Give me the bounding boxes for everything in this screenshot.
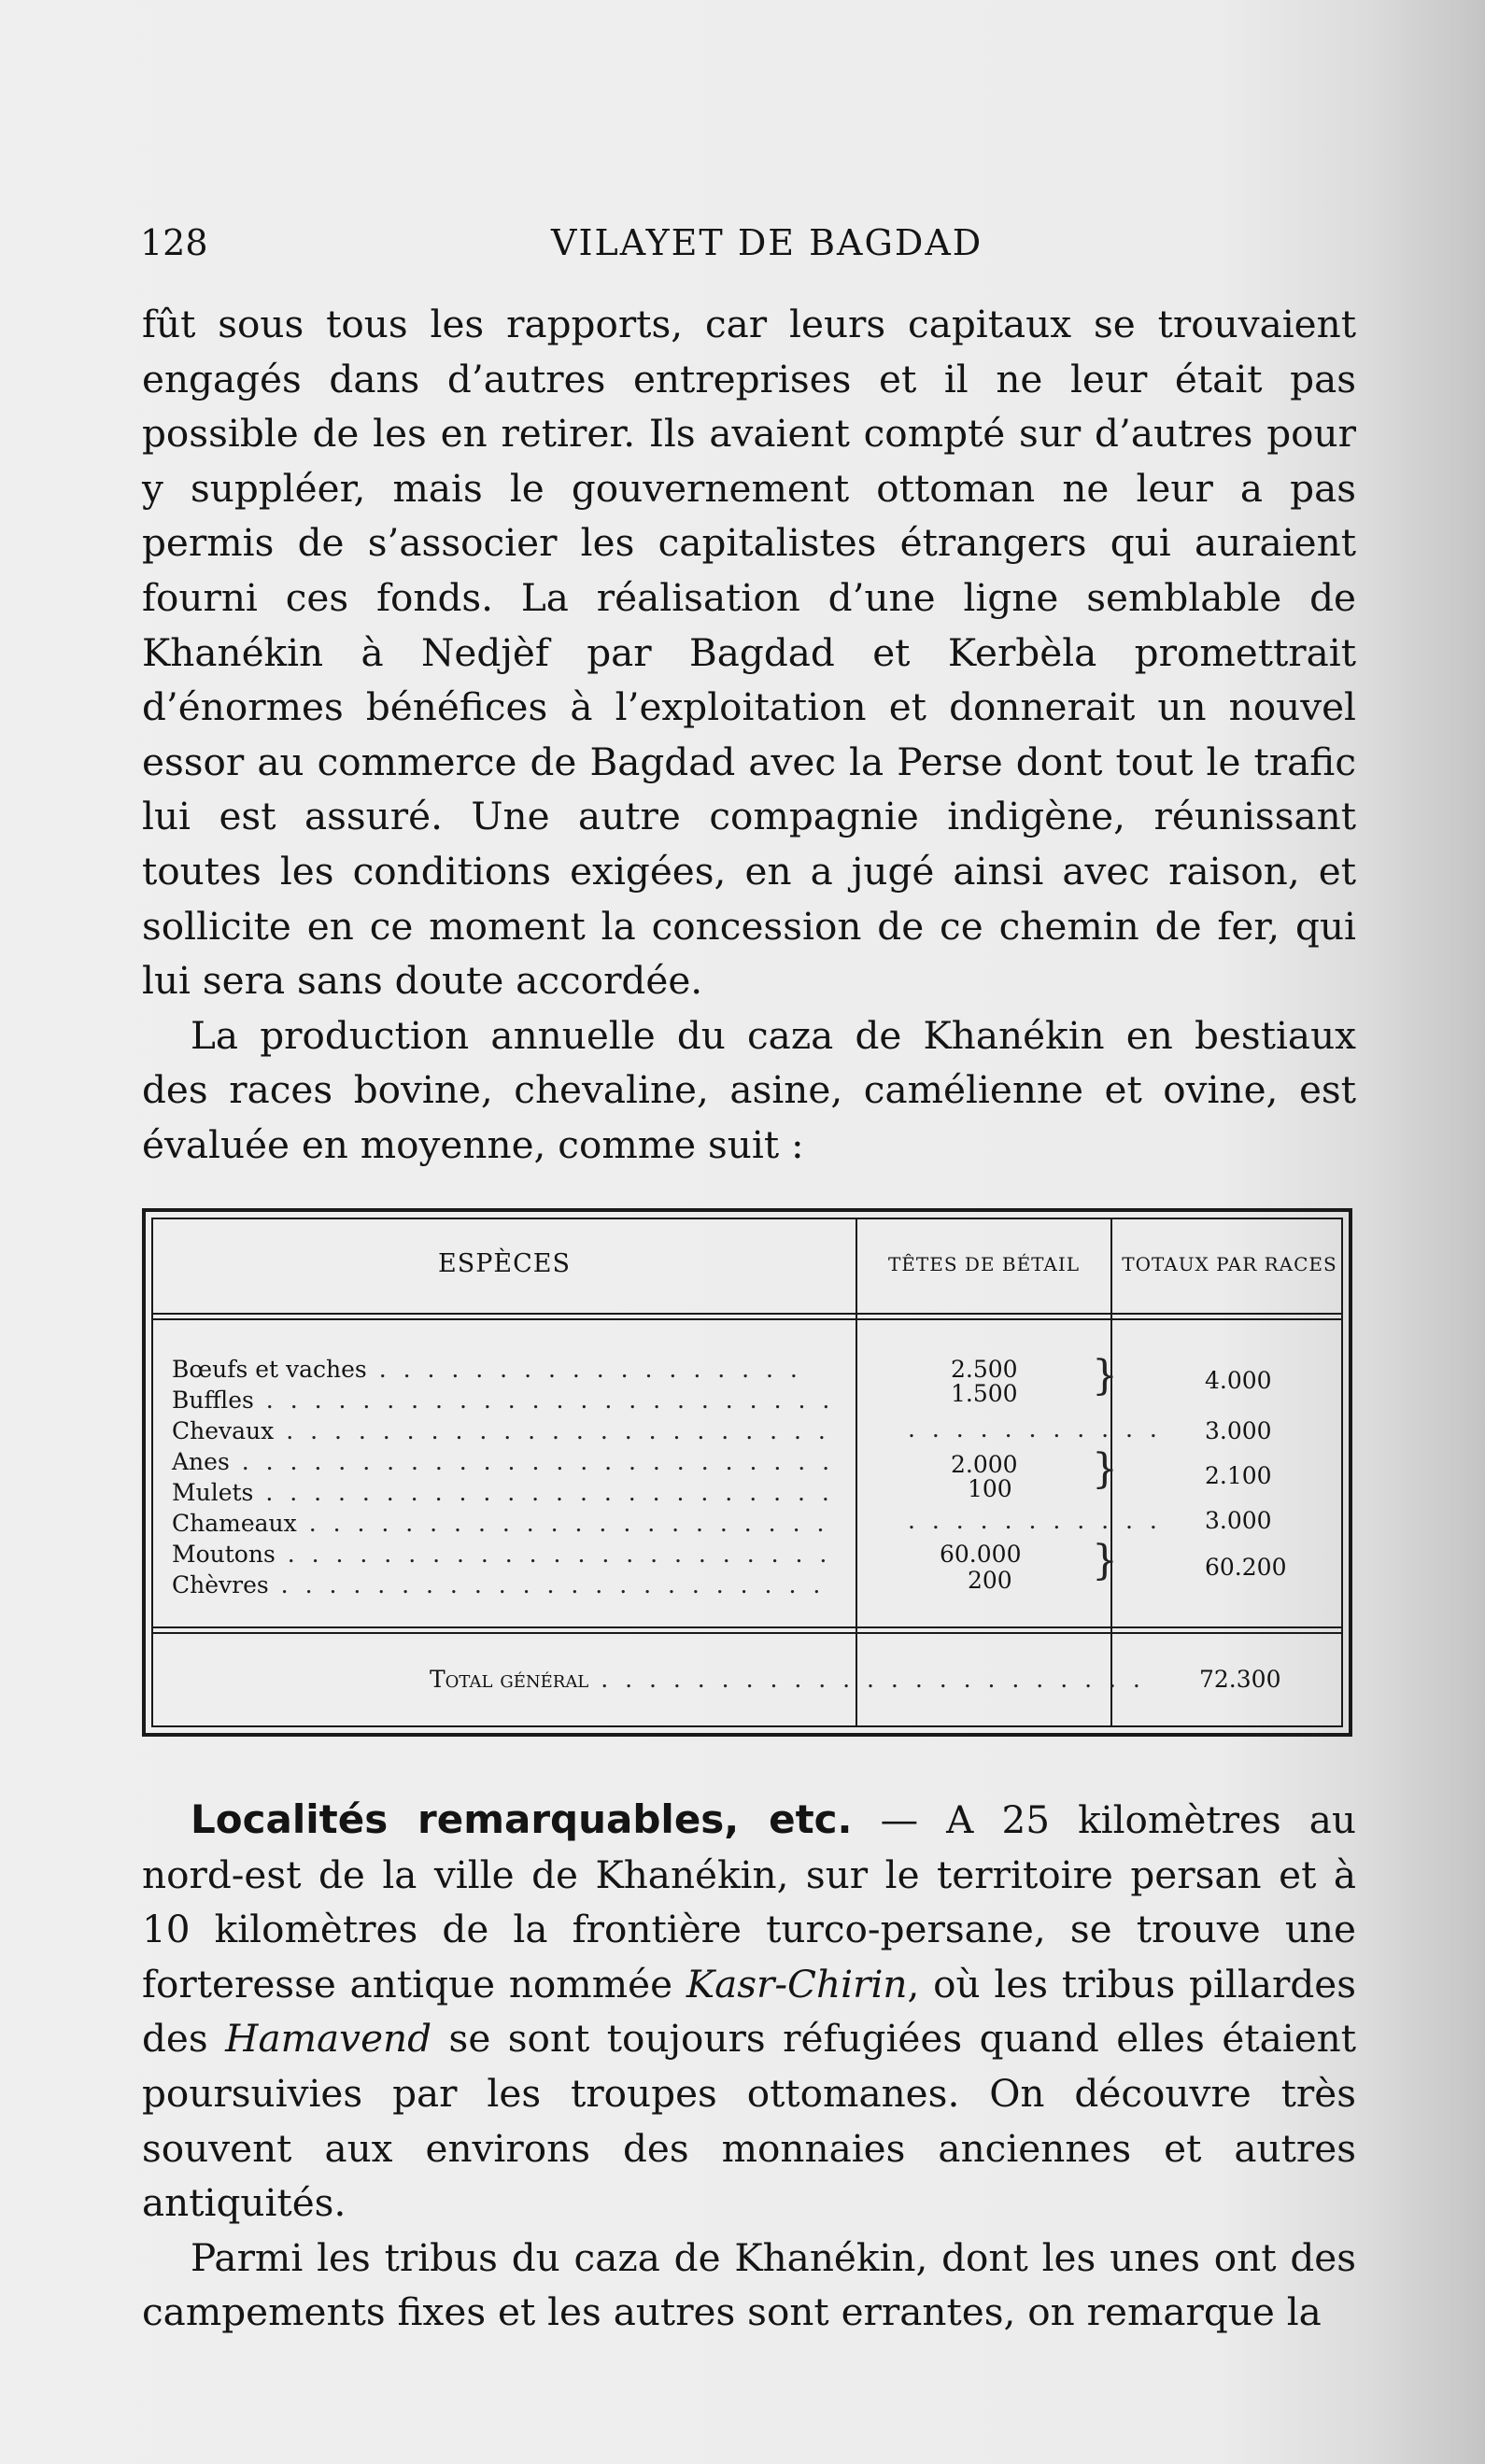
header-species: ESPÈCES (438, 1249, 571, 1278)
paragraph (142, 1793, 1356, 2231)
page-header (140, 222, 1354, 278)
body-text-top (142, 297, 1356, 1173)
race-total: 3.000 (1205, 1417, 1272, 1444)
leader-dots: . . . . . . . . . . . . . . . . . . . . . . . (274, 1417, 830, 1444)
leader-dots: . . . . . . . . . . . . . . . . . . . . . . . (268, 1571, 826, 1598)
leader-dots: . . . . . . . . . . . . . . . . . . . . . . . . . (229, 1448, 835, 1475)
total-rule (153, 1626, 1341, 1628)
header-totals: TOTAUX PAR RACES (1122, 1253, 1337, 1275)
race-total: 2.100 (1205, 1462, 1272, 1489)
place-name: Kasr-Chirin (686, 1961, 908, 2006)
leader-dots: . . . . . . . . . . . (908, 1507, 1162, 1534)
race-total: 3.000 (1205, 1507, 1272, 1534)
species-name: Chèvres (172, 1571, 269, 1598)
total-label: Total général (430, 1666, 589, 1693)
brace-icon: } (1092, 1537, 1118, 1584)
text-run: se sont toujours réfugiées quand elles étaient poursuivies par les troupes ottomanes. On découvre très souvent aux environs des monnaies anciennes et autres antiquités. (142, 2016, 1357, 2226)
tribe-name: Hamavend (225, 2016, 432, 2062)
paragraph: fût sous tous les rapports, car leurs capitaux se trouvaient engagés dans d’autres entreprises et il ne leur était pas possible de les en retirer. Ils avaient compté sur d’autres pour y suppléer, mais le gouvernement ottoman ne leur a pas permis de s’associer les capitalistes étrangers qui auraient fourni ces fonds. La réalisation d’une ligne semblable de Khanékin à Nedjèf par Bagdad et Kerbèla promettrait d’énormes bénéfices à l’exploitation et donnerait un nouvel essor au commerce de Bagdad avec la Perse dont tout le trafic lui est assuré. Une autre compagnie indigène, réunissant toutes les conditions exigées, en a jugé ainsi avec raison, et sollicite en ce moment la concession de ce chemin de fer, qui lui sera sans doute accordée. (142, 302, 1356, 1004)
paragraph: Parmi les tribus du caza de Khanékin, dont les unes ont des campements fixes et les autres sont errantes, on remarque la (142, 2234, 1356, 2335)
header-heads: TÊTES DE BÉTAIL (887, 1253, 1081, 1275)
table-row (172, 1385, 834, 1415)
table-row (172, 1446, 834, 1477)
header-rule (153, 1318, 1341, 1320)
paragraph: La production annuelle du caza de Khanékin en bestiaux des races bovine, chevaline, asine, camélienne et ovine, est évaluée en moyenne, comme suit : (142, 1012, 1356, 1167)
race-total: 60.200 (1205, 1554, 1287, 1581)
em-dash: — (880, 1797, 919, 1842)
section-heading: Localités remarquables, etc. (191, 1796, 853, 1842)
table-frame (151, 1218, 1343, 1727)
species-name: Chameaux (172, 1510, 297, 1537)
grand-total-value: 72.300 (1199, 1666, 1281, 1693)
page-number: 128 (140, 222, 208, 263)
species-name: Buffles (172, 1387, 254, 1414)
leader-dots: . . . . . . . . . . . . . . . . . . . . . . . (275, 1541, 832, 1568)
heads-value: 60.000 (940, 1541, 1022, 1568)
heads-value: 2.500 (951, 1356, 1018, 1383)
table-row (172, 1539, 831, 1570)
brace-icon: } (1092, 1352, 1118, 1400)
table-row (172, 1477, 834, 1508)
total-rule (153, 1632, 1341, 1634)
heads-value: 2.000 (951, 1451, 1018, 1478)
livestock-table (142, 1208, 1352, 1737)
table-row (172, 1570, 825, 1600)
running-title: VILAYET DE BAGDAD (551, 222, 983, 263)
leader-dots: . . . . . . . . . . . (908, 1415, 1162, 1443)
table-row (172, 1354, 802, 1385)
species-name: Moutons (172, 1541, 276, 1568)
leader-dots: . . . . . . . . . . . . . . . . . . . . . . . . (253, 1479, 834, 1506)
heads-value: 200 (968, 1567, 1012, 1594)
species-name: Mulets (172, 1479, 254, 1506)
leader-dots: . . . . . . . . . . . . . . . . . . (366, 1356, 802, 1383)
heads-value: 1.500 (951, 1380, 1018, 1407)
leader-dots: . . . . . . . . . . . . . . . . . . . . . . . . (253, 1387, 835, 1414)
column-divider (856, 1219, 857, 1725)
species-name: Bœufs et vaches (172, 1356, 367, 1383)
brace-icon: } (1092, 1445, 1118, 1493)
leader-dots: . . . . . . . . . . . . . . . . . . . . . . . (588, 1666, 1145, 1693)
total-row (430, 1664, 1145, 1695)
heads-value: 100 (968, 1475, 1012, 1502)
header-rule (153, 1313, 1341, 1315)
leader-dots: . . . . . . . . . . . . . . . . . . . . . . (296, 1510, 829, 1537)
body-text-bottom (142, 1793, 1356, 2340)
species-name: Chevaux (172, 1417, 275, 1444)
text-run: A 25 kilomètres au nord-est de la ville de Khanékin, sur le territoire persan et à 10 kilomètres de la frontière turco-persane, se trouve une forteresse antique nommée (142, 1797, 1356, 2006)
table-row (172, 1415, 830, 1446)
table-row (172, 1508, 828, 1539)
species-name: Anes (172, 1448, 230, 1475)
race-total: 4.000 (1205, 1367, 1272, 1394)
text-run: , où les tribus pillardes des (142, 1961, 1356, 2062)
